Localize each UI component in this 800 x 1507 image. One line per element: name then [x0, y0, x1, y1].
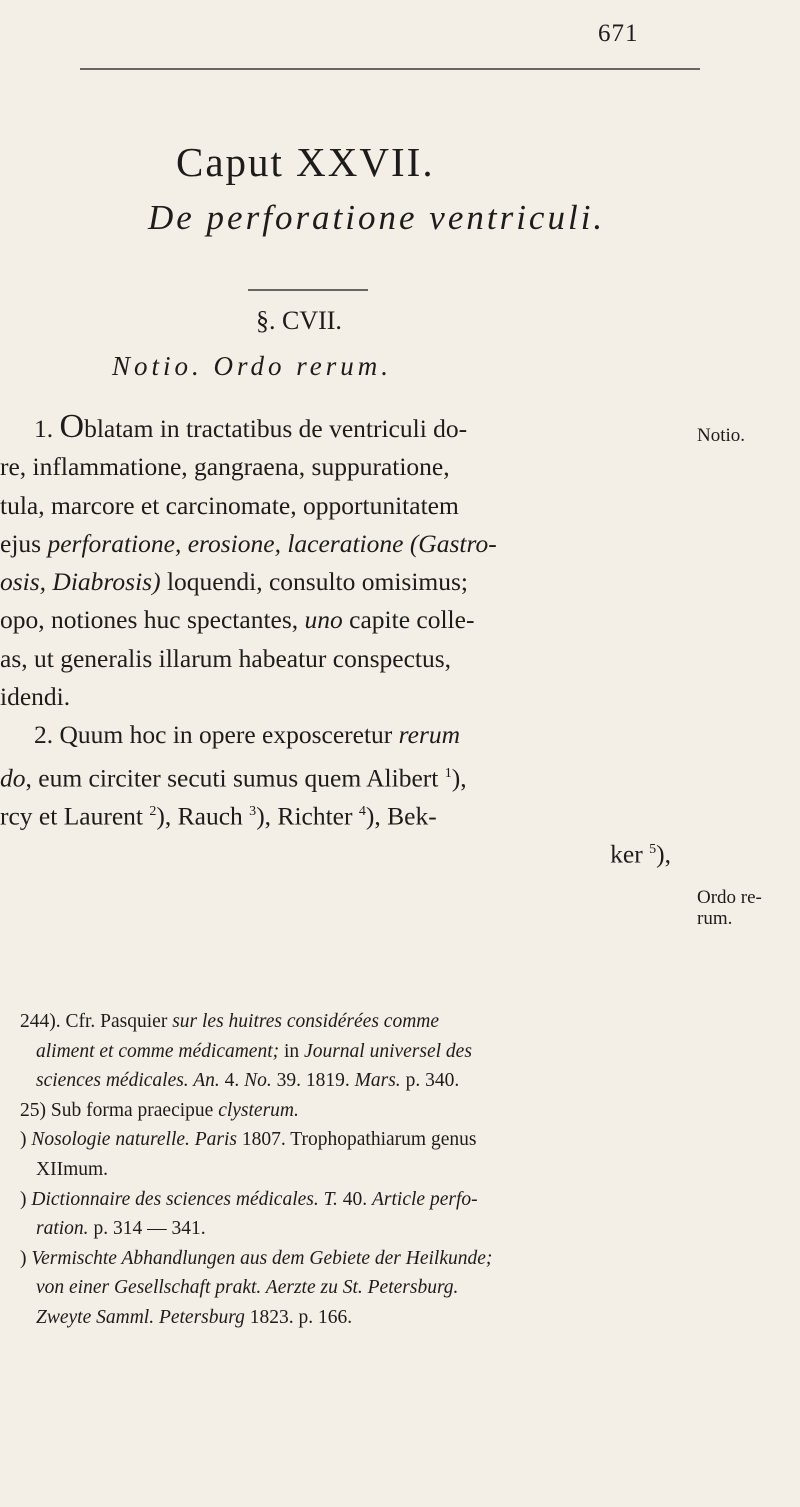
- line-text: idendi.: [0, 682, 71, 712]
- footnote-text: 244). Cfr. Pasquier: [20, 1011, 173, 1032]
- text-line: [0, 448, 685, 486]
- line-text: 2. Quum hoc in opere exposceretur: [34, 720, 399, 750]
- text-line: [0, 525, 685, 563]
- chapter-heading: Caput XXVII.: [176, 139, 435, 185]
- footnote-ref: 4: [358, 803, 366, 819]
- footnote-text: XIImum.: [36, 1158, 109, 1180]
- text-line: [0, 487, 685, 525]
- italic-text: Nosologie naturelle. Paris: [31, 1129, 238, 1151]
- drop-cap: O: [59, 410, 85, 445]
- footnote-text: p. 340.: [400, 1070, 460, 1092]
- footnote-text: 39. 1819.: [271, 1070, 355, 1092]
- italic-text: Journal universel des: [304, 1040, 472, 1062]
- footnote-text: ): [20, 1129, 32, 1151]
- footnote-line: [20, 1125, 688, 1155]
- text-line: [0, 601, 685, 639]
- footnote-text: 4.: [219, 1070, 245, 1092]
- footnotes: [20, 1007, 688, 1333]
- italic-text: Dictionnaire des sciences médicales. T.: [31, 1188, 338, 1210]
- line-text: opo, notiones huc spectantes,: [0, 605, 305, 635]
- text-line: [0, 640, 685, 678]
- line-text: loquendi, consulto omisimus;: [160, 567, 469, 597]
- footnote-line: [20, 1273, 688, 1303]
- footnote-text: ): [20, 1188, 32, 1210]
- line-text: ker: [610, 839, 650, 869]
- footnote-line: [20, 1155, 688, 1185]
- italic-text: osis, Diabrosis): [0, 567, 161, 597]
- section-rule: [248, 289, 368, 291]
- italic-text: Vermischte Abhandlungen aus dem Gebiete der Heilkunde;: [31, 1247, 493, 1269]
- line-text: ejus: [0, 528, 48, 558]
- line-text: , eum circiter secuti sumus quem Alibert: [25, 763, 445, 793]
- line-text: ), Richter: [256, 801, 359, 831]
- line-text: re, inflammatione, gangraena, suppuratione,: [0, 452, 450, 482]
- footnote-line: [20, 1244, 688, 1274]
- text-line: [0, 831, 685, 869]
- italic-text: ration.: [36, 1218, 89, 1240]
- footnote-text: 1823. p. 166.: [244, 1306, 353, 1328]
- line-text: as, ut generalis illarum habeatur conspectus,: [0, 643, 452, 673]
- footnote-text: 1807. Trophopathiarum genus: [237, 1129, 477, 1151]
- footnote-text: ): [20, 1247, 32, 1269]
- line-text: ), Bek-: [365, 801, 437, 831]
- line-text: rcy et Laurent: [0, 801, 150, 831]
- italic-text: Article perfo-: [372, 1188, 478, 1210]
- chapter-title: De perforatione ventriculi.: [148, 198, 606, 237]
- italic-text: sciences médicales. An.: [36, 1070, 220, 1092]
- margin-note-text: Notio.: [697, 425, 746, 446]
- italic-text: aliment et comme médicament;: [36, 1040, 280, 1062]
- text-line: [0, 793, 685, 831]
- footnote-line: [20, 1214, 688, 1244]
- text-line: [0, 678, 685, 716]
- line-text: ),: [656, 839, 671, 869]
- footnote-line: [20, 1066, 688, 1096]
- page-number: 671: [598, 20, 639, 47]
- body-text: [0, 410, 685, 870]
- footnote-ref: 1: [444, 765, 452, 781]
- margin-note-notio: [697, 425, 745, 446]
- line-text: blatam in tractatibus de ventriculi do-: [84, 414, 468, 443]
- line-text: capite colle-: [342, 605, 475, 635]
- italic-text: uno: [304, 605, 343, 635]
- footnote-ref: 5: [649, 842, 657, 858]
- header-rule: [80, 68, 700, 70]
- line-text: ),: [451, 763, 467, 793]
- footnote-text: in: [279, 1040, 305, 1062]
- italic-text: do: [0, 763, 26, 793]
- italic-text: Mars.: [354, 1070, 401, 1092]
- italic-text: von einer Gesellschaft prakt. Aerzte zu St. Petersburg.: [36, 1277, 459, 1299]
- footnote-line: [20, 1185, 688, 1215]
- italic-text: Zweyte Samml. Petersburg: [36, 1306, 245, 1328]
- margin-note-line: Ordo re-: [697, 887, 762, 908]
- footnote-line: [20, 1096, 688, 1126]
- footnote-text: p. 314 — 341.: [88, 1218, 206, 1240]
- italic-text: sur les huitres considérées comme: [172, 1011, 440, 1032]
- text-line: [0, 716, 685, 754]
- footnote-line: [20, 1037, 688, 1067]
- text-line: [0, 755, 685, 793]
- line-text: tula, marcore et carcinomate, opportunitatem: [0, 490, 459, 520]
- italic-text: clysterum.: [218, 1099, 299, 1121]
- text-line: 1. Oblatam in tractatibus de ventriculi do-: [34, 410, 468, 445]
- footnote-text: 40.: [337, 1188, 373, 1210]
- line-text: ), Rauch: [156, 801, 250, 831]
- italic-text: No.: [244, 1070, 272, 1092]
- footnote-line: [20, 1007, 688, 1037]
- footnote-ref: 3: [249, 803, 257, 819]
- margin-note-line: rum.: [697, 908, 733, 929]
- footnote-line: [20, 1303, 688, 1333]
- margin-note-ordo: [697, 887, 762, 929]
- section-title: Notio. Ordo rerum.: [112, 351, 393, 381]
- footnote-ref: 2: [149, 803, 157, 819]
- text-line: [0, 563, 685, 601]
- italic-text: rerum: [398, 720, 461, 750]
- footnote-text: 25) Sub forma praecipue: [20, 1099, 219, 1121]
- section-number: §. CVII.: [256, 306, 342, 335]
- italic-text: perforatione, erosione, laceratione (Gastro-: [47, 528, 497, 558]
